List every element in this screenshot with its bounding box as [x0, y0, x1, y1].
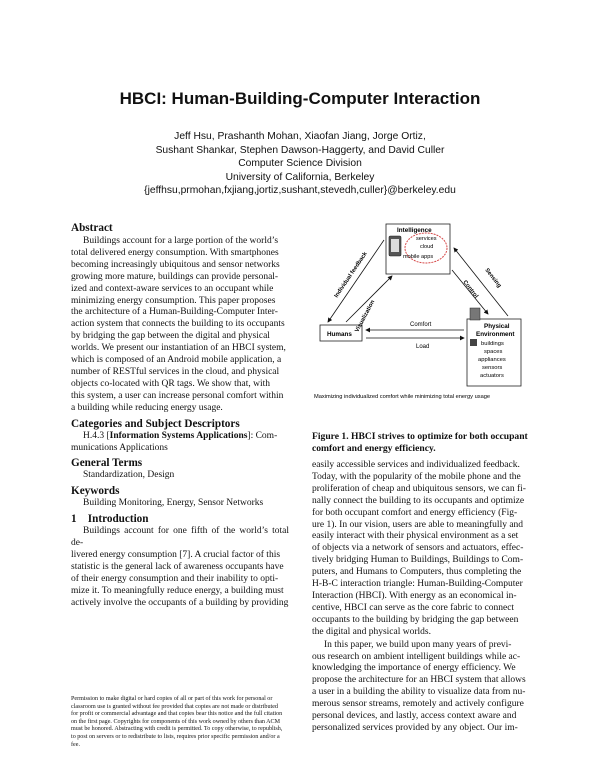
right-line: Interaction (HBCI). With energy as an economical in- [312, 590, 517, 601]
abstract-heading: Abstract [71, 222, 113, 234]
footnote-line: fee. [71, 741, 80, 748]
general-terms-heading: General Terms [71, 457, 143, 470]
right-line: ure 1). In our vision, users are able to meaningfully and [312, 519, 524, 530]
building-icon [470, 308, 480, 320]
physical-item-actuators: actuators [480, 373, 504, 379]
physical-title-line-2: Environment [476, 331, 515, 338]
right-line: tively bridging Human to Buildings, Buildings to Com- [312, 555, 524, 566]
keywords-text: Building Monitoring, Energy, Sensor Networks [83, 498, 264, 509]
author-names-line-2: Sushant Shankar, Stephen Dawson-Haggerty, and David Culler [155, 144, 445, 156]
intelligence-item-mobile-apps: mobile apps [403, 254, 434, 260]
categories-heading: Categories and Subject Descriptors [71, 417, 240, 430]
intro-line: of their energy consumption and their inability to opti- [71, 573, 279, 584]
right-line: easily interact with their physical environment as a set [312, 531, 519, 542]
right-line: In this paper, we build upon many years of previ- [324, 639, 512, 650]
right-line: propose the architecture for an HBCI system that allows [312, 675, 526, 686]
right-line: Today, with the popularity of the mobile phone and the [312, 471, 521, 482]
abstract-line: by bridging the gap between the digital and physical [71, 331, 270, 342]
intelligence-label: Intelligence [397, 227, 432, 234]
individual-feedback-arrow [328, 240, 384, 322]
individual-feedback-label: Individual feedback [333, 251, 369, 300]
physical-item-buildings: buildings [481, 341, 504, 347]
categories-prefix: H.4.3 [ [83, 430, 110, 441]
intro-line: statistic is the general lack of awareness occupants have [71, 561, 284, 572]
right-line: H-B-C interaction triangle: Human-Building-Computer [312, 579, 523, 590]
abstract-line: the architecture of a Human-Building-Computer Inter- [71, 307, 278, 318]
general-terms-text: Standardization, Design [83, 470, 175, 481]
introduction-heading: 1 Introduction [71, 513, 149, 526]
comfort-label: Comfort [410, 322, 432, 328]
right-line: nally connect the building to its occupants and optimize [312, 495, 525, 506]
right-line: knowledging the importance of energy efficiency. We [312, 663, 516, 674]
right-line: easily accessible services and individualized feedback. [312, 460, 520, 470]
right-paragraph-1 [312, 460, 544, 639]
physical-item-appliances: appliances [478, 357, 506, 363]
author-block [0, 130, 600, 198]
figure-caption [312, 431, 544, 454]
footnote-line: must be honored. Abstracting with credit is permitted. To copy otherwise, to republish, [71, 726, 283, 733]
intro-line: livered energy consumption [7]. A crucial factor of this [71, 550, 281, 561]
right-line: personal devices, and lastly, access context aware and [312, 711, 517, 722]
right-line: merous sensor streams, remotely and actively configure [312, 699, 524, 710]
intelligence-item-cloud: cloud [420, 244, 434, 250]
visualization-label: Visualization [354, 299, 377, 334]
intro-line: mize it. To meaningfully reduce energy, a building must [71, 585, 284, 596]
footnote-line: for profit or commercial advantage and that copies bear this notice and the full citation [71, 711, 283, 718]
abstract-line: Buildings account for a large portion of the world’s [83, 236, 279, 246]
control-label: Control [461, 279, 479, 300]
left-column [71, 222, 289, 610]
right-line: proliferation of cheap and ubiquitous sensors, we can fi- [312, 483, 526, 494]
abstract-line: number of RESTful services in the cloud, and physical [71, 366, 280, 377]
right-line: centive, HBCI can serve as the core fabric to connect [312, 602, 515, 613]
right-line: of objects via a network of sensors and actuators, effec- [312, 543, 524, 554]
footnote-line: to post on servers or to redistribute to lists, requires prior specific permission and/or a [71, 733, 280, 740]
copyright-footnote [71, 696, 309, 749]
right-line: ous research on ambient intelligent buildings while ac- [312, 651, 521, 662]
paper-title: HBCI: Human-Building-Computer Interaction [119, 89, 481, 108]
footnote-line: on the first page. Copyrights for components of this work owned by others than ACM [71, 718, 281, 725]
author-emails: {jeffhsu,prmohan,fxjiang,jortiz,sushant,stevedh,culler}@berkeley.edu [144, 185, 456, 197]
categories-suffix: ]: Com- [247, 430, 278, 441]
humans-label: Humans [327, 331, 352, 338]
phone-screen [391, 239, 399, 252]
introduction-body [71, 526, 289, 609]
hbci-figure [312, 218, 544, 423]
sensing-label: Sensing [483, 267, 503, 290]
right-line: personalized services provided by any object. Our im- [312, 722, 518, 733]
load-label: Load [416, 344, 430, 350]
physical-title-line-1: Physical [484, 323, 510, 330]
abstract-line: total delivered energy consumption. With smartphones [71, 247, 279, 258]
affiliation-university: University of California, Berkeley [225, 171, 375, 183]
caption-line: comfort and energy efficiency. [312, 442, 436, 454]
right-line: occupants to the building by bridging the gap between [312, 614, 519, 625]
right-line: puters, and Humans to Computers, thus completing the [312, 567, 522, 578]
physical-item-sensors: sensors [482, 365, 503, 371]
right-column [312, 460, 544, 735]
abstract-line: a building while reducing energy usage. [71, 402, 223, 413]
intelligence-item-services: services [416, 236, 437, 242]
footnote-line: Permission to make digital or hard copies of all or part of this work for personal or [71, 696, 273, 702]
figure-bottom-caption: Maximizing individualized comfort while minimizing total energy usage [314, 394, 491, 400]
physical-item-spaces: spaces [484, 349, 503, 355]
author-names-line-1: Jeff Hsu, Prashanth Mohan, Xiaofan Jiang, Jorge Ortiz, [174, 131, 426, 142]
qr-tag-icon [470, 339, 477, 346]
abstract-body [71, 236, 289, 415]
intro-line: Buildings account for one fifth of the world’s total de- [71, 526, 289, 549]
abstract-line: growing more mature, buildings can provide personal- [71, 271, 279, 282]
categories-line-2: munications Applications [71, 442, 168, 453]
abstract-line: minimizing energy consumption. This paper proposes [71, 295, 276, 306]
categories-body [71, 431, 289, 455]
abstract-line: worlds. We present our instantiation of an HBCI system, [71, 343, 286, 354]
abstract-line: which is composed of an Android mobile application, a [71, 355, 282, 366]
categories-bold: Information Systems Applications [109, 430, 248, 441]
abstract-line: objects co-located with QR tags. We show that, with [71, 378, 271, 389]
right-line: the digital and physical worlds. [312, 626, 431, 637]
abstract-line: becoming increasingly ubiquitous and sensor networks [71, 259, 280, 270]
footnote-line: classroom use is granted without fee provided that copies are not made or distributed [71, 703, 278, 710]
abstract-line: ized and context-aware services to an occupant while [71, 283, 274, 294]
intro-line: actively involve the occupants of a building by providing [71, 597, 289, 608]
abstract-line: action system that connects the building to its occupants [71, 319, 285, 330]
caption-line: Figure 1. HBCI strives to optimize for both occupant [312, 431, 528, 442]
keywords-heading: Keywords [71, 485, 120, 498]
right-line: a user in a building the ability to visualize data from nu- [312, 687, 526, 698]
right-paragraph-2 [312, 640, 544, 735]
abstract-line: this system, a user can increase personal comfort within [71, 390, 284, 401]
right-line: for both occupant comfort and energy efficiency (Fig- [312, 507, 518, 518]
affiliation-division: Computer Science Division [238, 158, 362, 170]
